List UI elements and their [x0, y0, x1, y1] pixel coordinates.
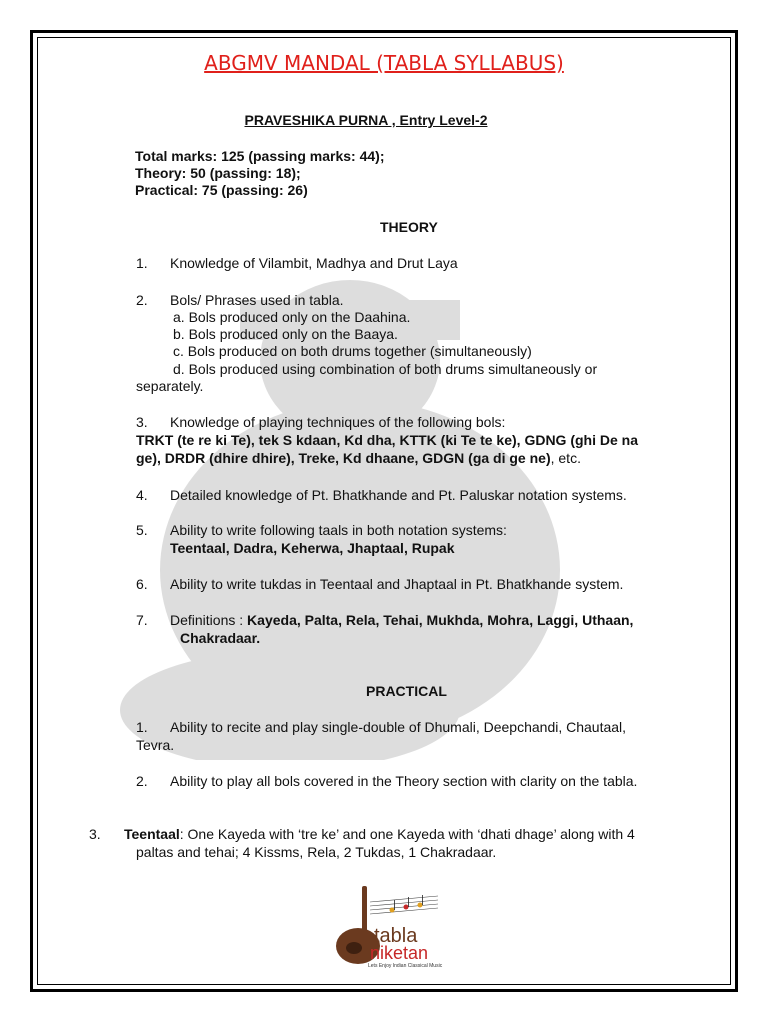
theory-item-7-number: 7. [136, 612, 148, 628]
theory-item-3-text: Knowledge of playing techniques of the following bols: [170, 414, 506, 430]
theory-item-4-number: 4. [136, 487, 148, 503]
theory-item-5-text: Ability to write following taals in both notation systems: [170, 522, 507, 538]
practical-item-1-text: Ability to recite and play single-double of Dhumali, Deepchandi, Chautaal, [170, 719, 627, 735]
theory-item-2-sub-d: d. Bols produced using combination of both drums simultaneously or [173, 361, 598, 377]
theory-item-4-text: Detailed knowledge of Pt. Bhatkhande and Pt. Paluskar notation systems. [170, 487, 627, 503]
practical-item-3-text: : One Kayeda with ‘tre ke’ and one Kayeda with ‘dhati dhage’ along with 4 [179, 826, 635, 842]
practical-item-1-number: 1. [136, 719, 148, 735]
theory-heading: THEORY [380, 219, 438, 235]
level-subtitle: PRAVESHIKA PURNA , Entry Level-2 [244, 112, 488, 128]
total-marks: Total marks: 125 (passing marks: 44); [135, 148, 385, 164]
practical-item-3-teentaal: Teentaal [124, 826, 180, 842]
tabla-niketan-logo [330, 882, 443, 970]
theory-item-2-number: 2. [136, 292, 148, 308]
theory-item-3-bols-line2-bold: ge), DRDR (dhire dhire), Treke, Kd dhaane, GDGN (ga di ge ne) [136, 450, 551, 466]
theory-item-6-text: Ability to write tukdas in Teentaal and Jhaptaal in Pt. Bhatkhande system. [170, 576, 624, 592]
theory-item-1-text: Knowledge of Vilambit, Madhya and Drut Laya [170, 255, 458, 271]
practical-marks: Practical: 75 (passing: 26) [135, 182, 308, 198]
theory-item-2-continuation: separately. [136, 378, 204, 394]
theory-item-7-line1 [170, 612, 633, 629]
practical-item-2-text: Ability to play all bols covered in the Theory section with clarity on the tabla. [170, 773, 638, 789]
theory-item-7-text: Definitions : [170, 612, 248, 628]
theory-item-3-number: 3. [136, 414, 148, 430]
practical-heading: PRACTICAL [366, 683, 447, 699]
marks-block [135, 148, 385, 199]
theory-item-5-taals: Teentaal, Dadra, Keherwa, Jhaptaal, Rupak [170, 540, 455, 556]
practical-item-3-line1 [124, 826, 635, 843]
theory-item-5-number: 5. [136, 522, 148, 538]
practical-item-1-continuation: Tevra. [136, 737, 175, 753]
theory-marks: Theory: 50 (passing: 18); [135, 165, 301, 181]
theory-item-3-bols-line2 [136, 450, 581, 467]
theory-item-2-sub-c: c. Bols produced on both drums together (simultaneously) [173, 343, 532, 359]
theory-item-2-sub-a: a. Bols produced only on the Daahina. [173, 309, 411, 325]
theory-item-6-number: 6. [136, 576, 148, 592]
practical-item-3-number: 3. [89, 826, 101, 842]
logo-word-niketan: niketan [370, 943, 429, 963]
theory-item-2-text: Bols/ Phrases used in tabla. [170, 292, 344, 308]
practical-item-2-number: 2. [136, 773, 148, 789]
theory-item-1-number: 1. [136, 255, 148, 271]
theory-item-7-definitions-line2: Chakradaar. [180, 630, 261, 646]
theory-item-7-definitions: Kayeda, Palta, Rela, Tehai, Mukhda, Mohra, Laggi, Uthaan, [247, 612, 634, 628]
theory-item-3-etc: , etc. [550, 450, 581, 466]
theory-item-3-bols-line1: TRKT (te re ki Te), tek S kdaan, Kd dha, KTTK (ki Te te ke), GDNG (ghi De na [136, 432, 638, 448]
page-title: ABGMV MANDAL (TABLA SYLLABUS) [204, 51, 564, 75]
practical-item-3-continuation: paltas and tehai; 4 Kissms, Rela, 2 Tukdas, 1 Chakradaar. [136, 844, 497, 860]
logo-tagline: Lets Enjoy Indian Classical Music [368, 963, 443, 969]
theory-item-2-sub-b: b. Bols produced only on the Baaya. [173, 326, 398, 342]
logo-word-tabla: tabla [374, 925, 418, 947]
